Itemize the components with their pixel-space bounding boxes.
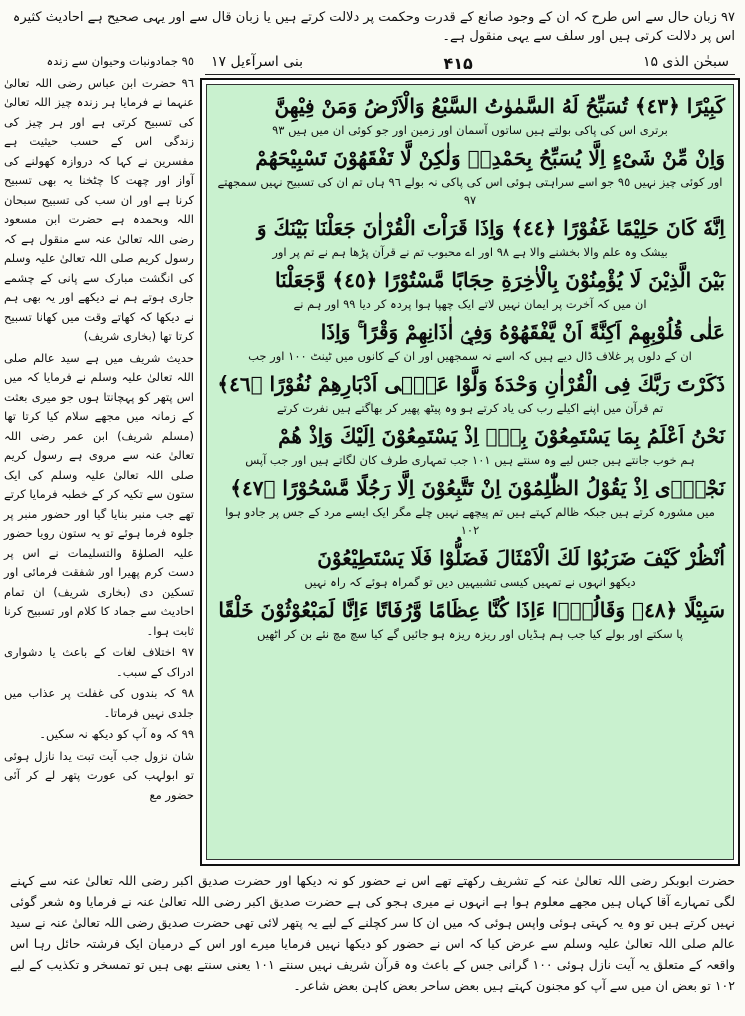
urdu-translation: ان کے دلوں پر غلاف ڈال دیے ہیں کہ اسے نہ سمجھیں اور ان کے کانوں میں ٹینٹ ١٠٠ اور جب <box>248 349 692 363</box>
header-surah-para: سبحٰن الذی ۱۵ <box>642 54 729 70</box>
arabic-text: وَاِنْ مِّنْ شَیْءٍ اِلَّا يُسَبِّحُ بِحَمْدِهٖ وَلٰكِنْ لَّا تَفْقَهُوْنَ تَسْبِيْحَهُمْ <box>255 146 725 170</box>
top-footnote: ٩٧ زبان حال سے اس طرح کہ ان کے وجود صانع کے قدرت وحکمت پر دلالت کرتے ہیں یا زبان قال سے اور یہی صحیح ہے احادیث کثیرہ اس پر دلالت کرتی ہیں اور سلف سے یہی منقول ہے۔ <box>12 10 735 44</box>
ayah-line <box>215 317 725 365</box>
arabic-text: بَيْنَ الَّذِيْنَ لَا يُؤْمِنُوْنَ بِالْاٰخِرَةِ حِجَابًا مَّسْتُوْرًا ﴿٤٥﴾ وَّجَعَلْنَا <box>275 268 725 292</box>
ayah-line <box>215 421 725 469</box>
page-header <box>205 52 735 75</box>
ayah-line <box>215 595 725 643</box>
arabic-text: ذَكَرْتَ رَبَّكَ فِى الْقُرْاٰنِ وَحْدَهٗ وَلَّوْا عَلٰۤى اَدْبَارِهِمْ نُفُوْرًا ﴿٤٦﴾ <box>217 372 725 396</box>
side-note: شان نزول جب آیت تبت یدا نازل ہوئی تو ابولہب کی عورت پتھر لے کر آئی حضور مع <box>4 748 194 802</box>
header-surah-name: بنی اسرآءیل ۱۷ <box>211 54 304 70</box>
quran-text-frame <box>200 78 740 866</box>
arabic-text: نَجْوٰۤى اِذْ يَقُوْلُ الظّٰلِمُوْنَ اِنْ تَتَّبِعُوْنَ اِلَّا رَجُلًا مَّسْحُوْرًا ﴿٤٧﴾ <box>230 476 725 500</box>
ayah-line <box>215 369 725 417</box>
urdu-translation: دیکھو انہوں نے تمہیں کیسی تشبیہیں دیں تو گمراہ ہوئے کہ راہ نہیں <box>304 575 636 589</box>
urdu-translation: برتری اس کی پاکی بولتے ہیں ساتوں آسمان اور زمین اور جو کوئی ان میں ہیں ٩٣ <box>272 123 668 137</box>
urdu-translation: پا سکتے اور بولے کیا جب ہم ہڈیاں اور ریزہ ریزہ ہو جائیں گے کیا سچ مچ نئے بن کر اٹھیں <box>257 627 683 641</box>
arabic-text: اِنَّهٗ كَانَ حَلِيْمًا غَفُوْرًا ﴿٤٤﴾ وَاِذَا قَرَاْتَ الْقُرْاٰنَ جَعَلْنَا بَيْنَكَ وَ <box>256 216 725 240</box>
side-note: ٩٧ اختلاف لغات کے باعث یا دشواری ادراک کے سبب۔ <box>4 645 194 679</box>
arabic-text: سَبِيْلًا ﴿٤٨﴾ وَقَالُوْۤا ءَاِذَا كُنَّا عِظَامًا وَّرُفَاتًا ءَاِنَّا لَمَبْعُوْثُوْنَ خَلْقًا <box>218 598 725 622</box>
bottom-footnote <box>10 870 735 1010</box>
side-note: ٩٨ کہ بندوں کی غفلت پر عذاب میں جلدی نہیں فرماتا۔ <box>4 686 194 720</box>
bottom-note-text: حضرت ابوبکر رضی اللہ تعالیٰ عنہ کے تشریف رکھتے تھے اس نے حضور کو نہ دیکھا اور حضرت صدیق اکبر رضی اللہ تعالیٰ عنہ سے کہنے لگی تمہارے آقا کہاں ہیں مجھے معلوم ہوا ہے انہوں نے میری ہجو کی ہے حضرت صدیق اکبر رضی اللہ تعالیٰ عنہ نے فرمایا وہ شعر گوئی نہیں کرتے ہیں تو وہ یہ کہتی ہوئی واپس ہوئی کہ میں ان کا سر کچلنے کے لیے یہ پتھر لائی تھی حضرت صدیق رضی اللہ تعالیٰ عنہ نے سید عالم صلی اللہ تعالیٰ علیہ وسلم سے عرض کیا کہ اس نے حضور کو دیکھا نہیں فرمایا میرے اور اس کے درمیان ایک فرشتہ حائل رہا اس واقعہ کے متعلق یہ آیت نازل ہوئی ١٠٠ گرانی جس کے باعث وہ قرآن شریف نہیں سنتے ١٠١ یعنی سنتے بھی ہیں تو تمسخر و تکذیب کے لیے ١٠٢ تو بعض ان میں سے آپ کو مجنون کہتے ہیں بعض ساحر بعض کاہن بعض شاعر۔ <box>10 873 735 993</box>
ayah-line <box>215 91 725 139</box>
quran-text-panel <box>206 84 734 860</box>
urdu-translation: میں مشورہ کرتے ہیں جبکہ ظالم کہتے ہیں تم پیچھے نہیں چلے مگر ایک ایسے مرد کے جس پر جادو ہوا ١٠٢ <box>225 505 715 537</box>
side-note: ٩٥ جمادونبات وحیوان سے زندہ <box>46 54 194 68</box>
ayah-line <box>215 543 725 591</box>
urdu-translation: اور کوئی چیز نہیں ٩٥ جو اسے سراہتی ہوئی اس کی پاکی نہ بولے ٩٦ ہاں تم ان کی تسبیح نہیں سمجھتے ٩٧ <box>217 175 723 207</box>
side-note: حدیث شریف میں ہے سید عالم صلی اللہ تعالیٰ علیہ وسلم نے فرمایا کہ میں اس پتھر کو پہچانتا ہوں جو میری بعثت کے زمانہ میں مجھے سلام کیا کرتا تھا (مسلم شریف) ابن عمر رضی اللہ تعالیٰ عنہ سے مروی ہے رسول کریم صلی اللہ تعالیٰ علیہ وسلم کی ایک ستون سے تکیہ کر کے خطبہ فرمایا کرتے تھے جب منبر بنایا گیا اور حضور منبر پر جلوہ فرما ہوئے تو یہ ستون رویا حضور علیہ الصلوٰۃ والتسلیمات نے اس پر دست کرم پھیرا اور شفقت فرمائی اور تسکین دی (بخاری شریف) ان تمام احادیث سے جماد کا کلام اور تسبیح کرنا ثابت ہوا۔ <box>4 350 194 638</box>
urdu-translation: ہم خوب جانتے ہیں جس لیے وہ سنتے ہیں ١٠١ جب تمہاری طرف کان لگاتے ہیں اور جب آپس <box>245 453 695 467</box>
ayah-line <box>215 213 725 261</box>
urdu-translation: تم قرآن میں اپنے اکیلے رب کی یاد کرتے ہو وہ پیٹھ پھیر کر بھاگتے ہیں نفرت کرتے <box>276 401 664 415</box>
ayah-line <box>215 265 725 313</box>
arabic-text: عَلٰى قُلُوْبِهِمْ اَكِنَّةً اَنْ يَّفْقَهُوْهُ وَفِيْۤ اٰذَانِهِمْ وَقْرًا ۚ وَاِذَا <box>320 320 725 344</box>
side-note: ٩٩ کہ وہ آپ کو دیکھ نہ سکیں۔ <box>39 727 194 741</box>
side-note: ٩٦ حضرت ابن عباس رضی اللہ تعالیٰ عنہما نے فرمایا ہر زندہ چیز اللہ تعالیٰ کی تسبیح کرتی ہے اور ہر چیز کی زندگی اس کے حسب حیثیت ہے مفسرین نے کہا کہ دروازہ کھولنے کی آواز اور چھت کا چٹخنا یہ بھی تسبیح کرنا ہے اور ان سب کی تسبیح سبحان اللہ وبحمدہ ہے حضرت ابن مسعود رضی اللہ تعالیٰ عنہ سے منقول ہے کہ رسول کریم صلی اللہ تعالیٰ علیہ وسلم کی انگشت مبارک سے پانی کے چشمے جاری ہوتے ہم نے دیکھے اور یہ بھی ہم نے دیکھا کہ کھاتے وقت میں کھانا تسبیح کرتا تھا (بخاری شریف) <box>4 75 194 343</box>
page-number: ۴۱۵ <box>443 54 473 73</box>
arabic-text: كَبِيْرًا ﴿٤٣﴾ تُسَبِّحُ لَهُ السَّمٰوٰتُ السَّبْعُ وَالْاَرْضُ وَمَنْ فِيْهِنَّ <box>274 94 725 118</box>
urdu-translation: ان میں کہ آخرت پر ایمان نہیں لاتے ایک چھپا ہوا پردہ کر دیا ٩٩ اور ہم نے <box>293 297 647 311</box>
urdu-translation: بیشک وہ علم والا بخشنے والا ہے ٩٨ اور اے محبوب تم نے قرآن پڑھا ہم نے تم پر اور <box>272 245 668 259</box>
arabic-text: نَحْنُ اَعْلَمُ بِمَا يَسْتَمِعُوْنَ بِهٖۤ اِذْ يَسْتَمِعُوْنَ اِلَيْكَ وَاِذْ هُمْ <box>278 424 725 448</box>
arabic-text: اُنْظُرْ كَيْفَ ضَرَبُوْا لَكَ الْاَمْثَالَ فَضَلُّوْا فَلَا يَسْتَطِيْعُوْنَ <box>317 546 725 570</box>
side-footnotes <box>4 52 194 867</box>
ayah-line <box>215 143 725 209</box>
ayah-line <box>215 473 725 539</box>
